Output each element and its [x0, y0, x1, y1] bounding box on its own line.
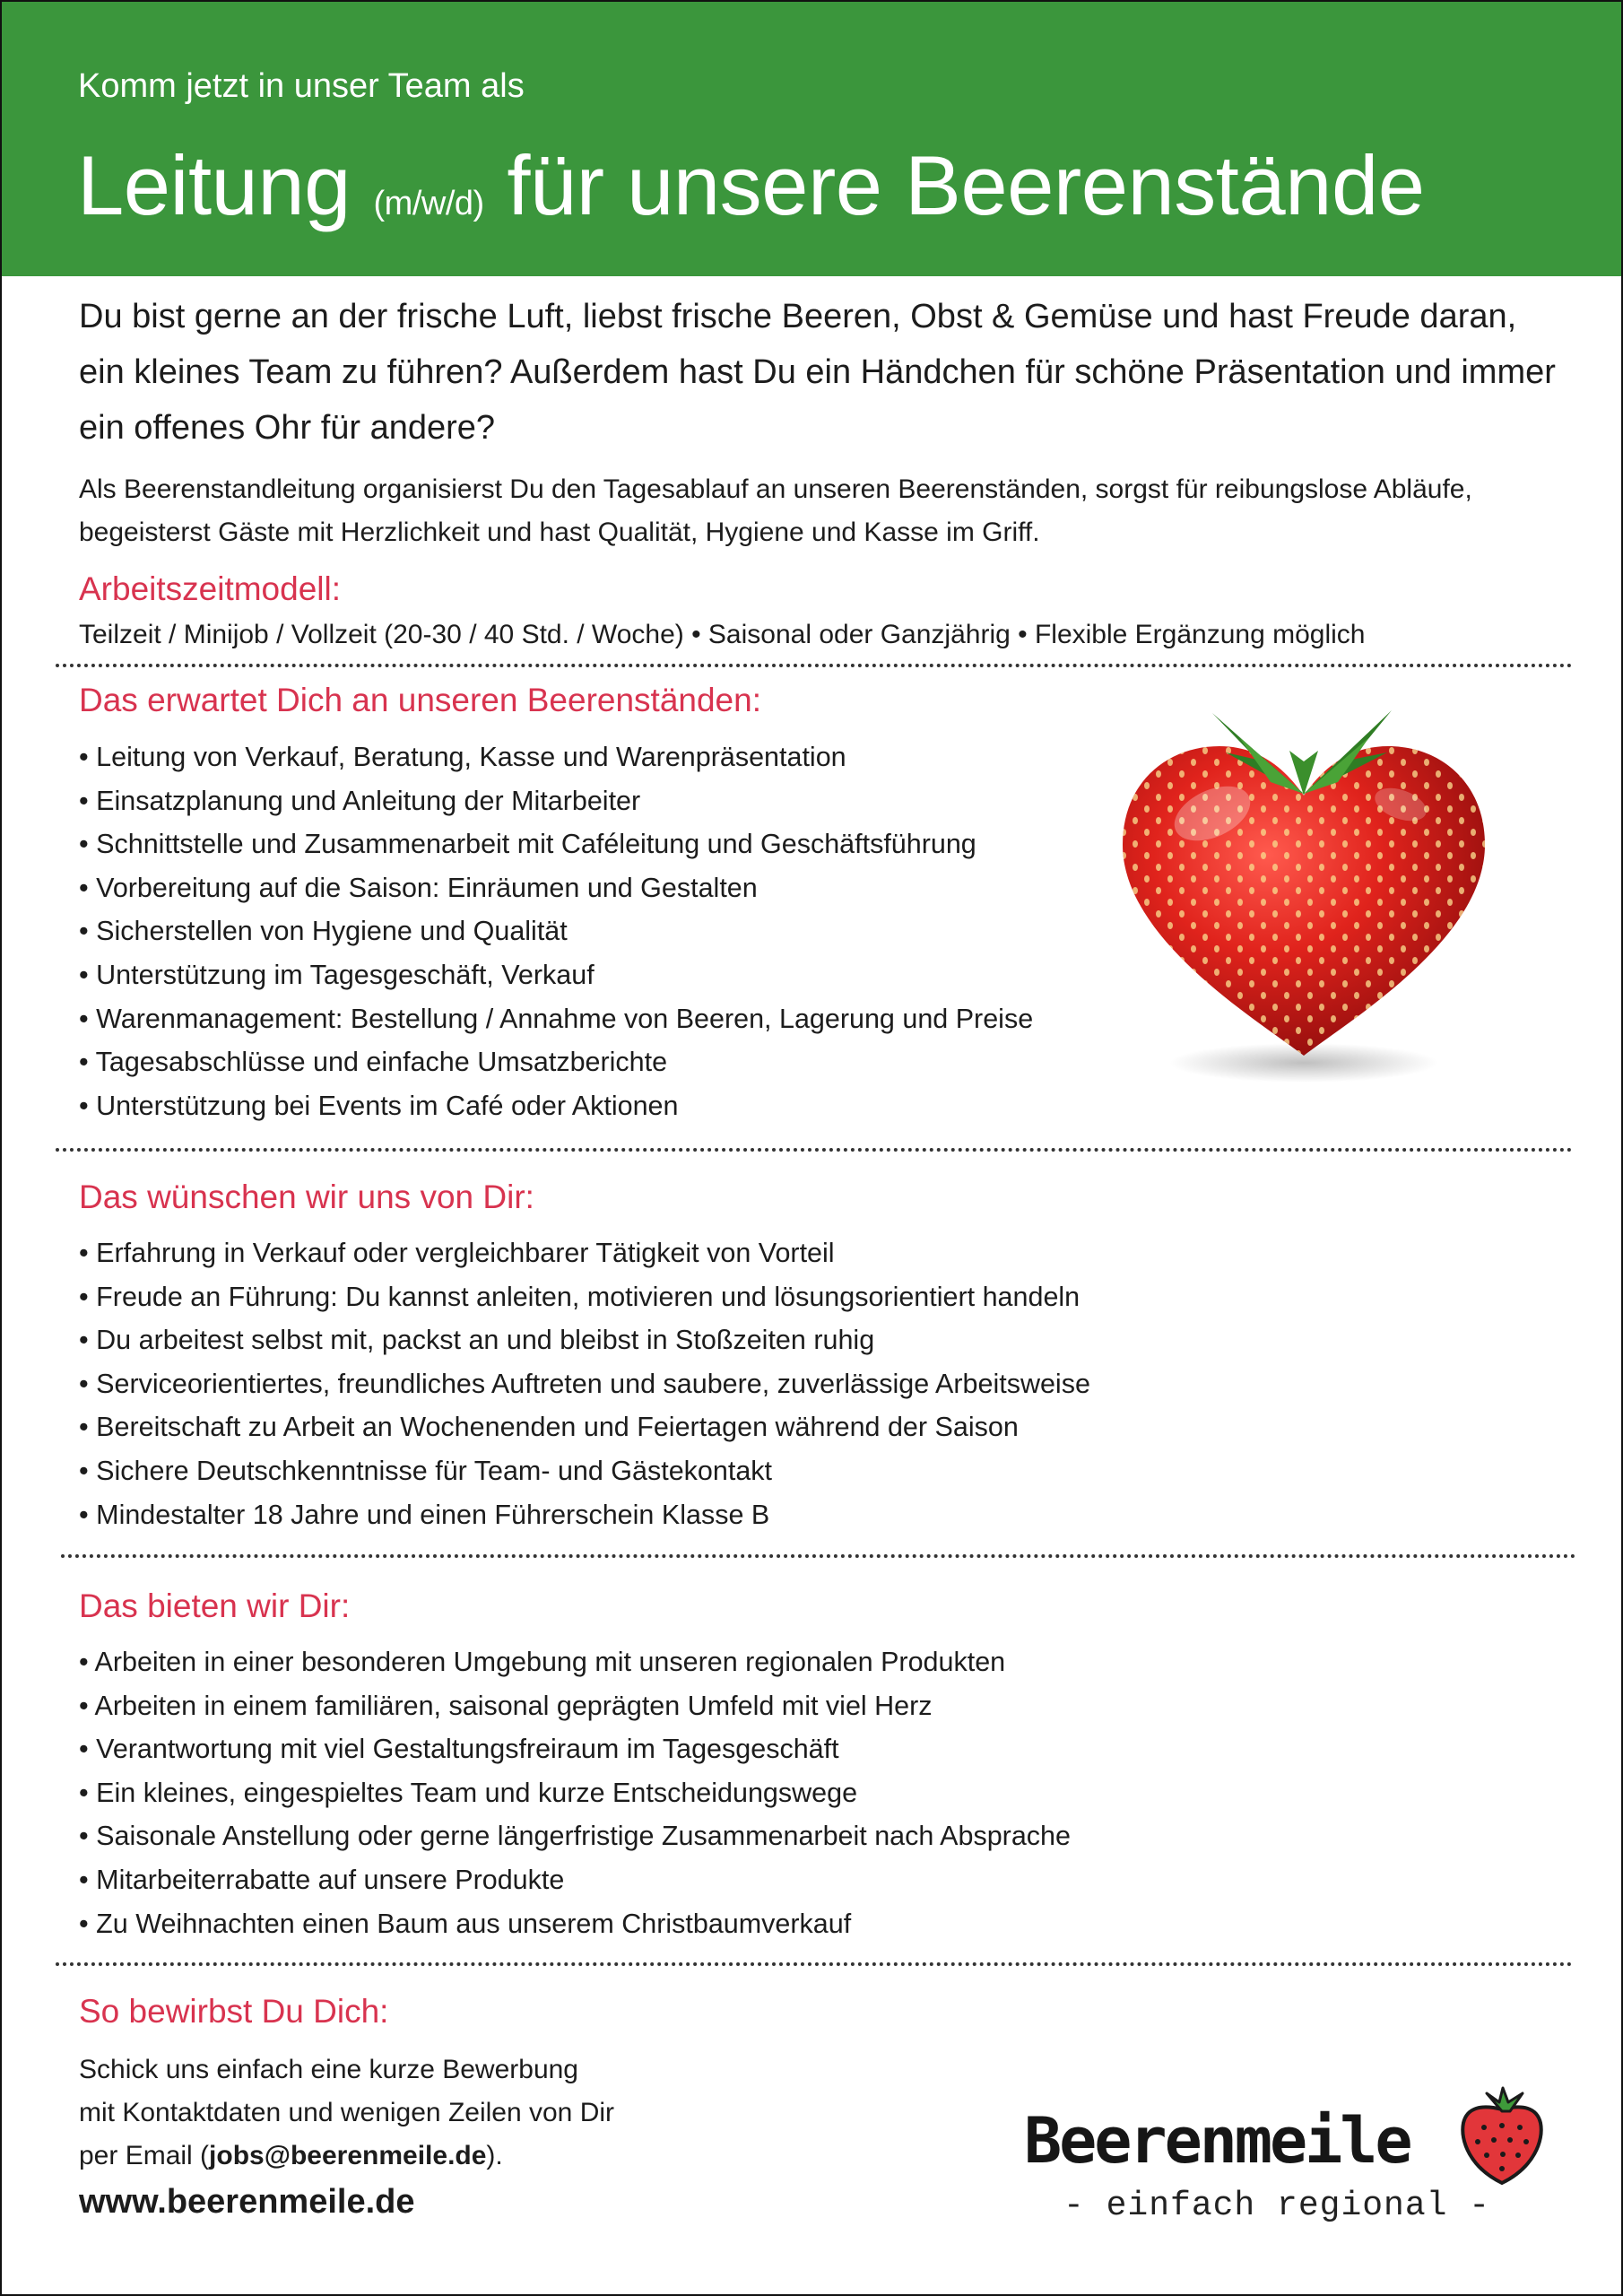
- list-item: • Bereitschaft zu Arbeit an Wochenenden und Feiertagen während der Saison: [79, 1405, 1090, 1449]
- list-item: • Zu Weihnachten einen Baum aus unserem Christbaumverkauf: [79, 1902, 1071, 1946]
- list-item: • Unterstützung im Tagesgeschäft, Verkauf: [79, 953, 1033, 997]
- list-item: • Freude an Führung: Du kannst anleiten, motivieren und lösungsorientiert handeln: [79, 1275, 1090, 1319]
- website-link[interactable]: www.beerenmeile.de: [79, 2183, 415, 2221]
- requirements-title: Das wünschen wir uns von Dir:: [79, 1178, 534, 1215]
- tasks-list: [79, 735, 1033, 1127]
- divider: [56, 664, 1573, 667]
- list-item: • Leitung von Verkauf, Beratung, Kasse und Warenpräsentation: [79, 735, 1033, 779]
- list-item: • Mitarbeiterrabatte auf unsere Produkte: [79, 1858, 1071, 1902]
- list-item: • Warenmanagement: Bestellung / Annahme von Beeren, Lagerung und Preise: [79, 997, 1033, 1041]
- list-item: • Sichere Deutschkenntnisse für Team- und Gästekontakt: [79, 1449, 1090, 1493]
- offer-title: Das bieten wir Dir:: [79, 1587, 351, 1624]
- job-title: [77, 136, 1425, 253]
- work-model-title: Arbeitszeitmodell:: [79, 570, 342, 607]
- list-item: • Erfahrung in Verkauf oder vergleichbarer Tätigkeit von Vorteil: [79, 1231, 1090, 1275]
- list-item: • Du arbeitest selbst mit, packst an und bleibst in Stoßzeiten ruhig: [79, 1318, 1090, 1362]
- apply-line: Schick uns einfach eine kurze Bewerbung: [79, 2055, 578, 2084]
- offer-list: [79, 1640, 1071, 1945]
- job-title-main: Leitung: [77, 138, 351, 232]
- divider: [56, 1962, 1573, 1966]
- description-text: Als Beerenstandleitung organisierst Du den Tagesablauf an unseren Beerenständen, sorgst für reibungslose Abläufe, begeisterst Gäste mit Herzlichkeit und hast Qualität, Hygiene und Kasse im Griff.: [79, 474, 1472, 547]
- list-item: • Arbeiten in einer besonderen Umgebung mit unseren regionalen Produkten: [79, 1640, 1071, 1684]
- list-item: • Tagesabschlüsse und einfache Umsatzberichte: [79, 1040, 1033, 1084]
- job-title-rest: für unsere Beerenstände: [507, 138, 1425, 232]
- list-item: • Serviceorientiertes, freundliches Auftreten und saubere, zuverlässige Arbeitsweise: [79, 1362, 1090, 1406]
- lead-text: Du bist gerne an der frische Luft, liebst frische Beeren, Obst & Gemüse und hast Freude daran, ein kleines Team zu führen? Außerdem hast Du ein Händchen für schöne Präsentation und immer ein offenes Ohr für andere?: [79, 298, 1556, 447]
- apply-line: mit Kontaktdaten und wenigen Zeilen von Dir: [79, 2098, 615, 2127]
- requirements-list: [79, 1231, 1090, 1536]
- list-item: • Saisonale Anstellung oder gerne längerfristige Zusammenarbeit nach Absprache: [79, 1814, 1071, 1858]
- list-item: • Mindestalter 18 Jahre und einen Führerschein Klasse B: [79, 1493, 1090, 1537]
- divider: [61, 1554, 1576, 1558]
- list-item: • Einsatzplanung und Anleitung der Mitarbeiter: [79, 779, 1033, 823]
- divider: [56, 1148, 1573, 1152]
- strawberry-logo-icon: [1453, 2083, 1551, 2190]
- apply-line: per Email (jobs@beerenmeile.de).: [79, 2141, 503, 2170]
- header-intro: Komm jetzt in unser Team als: [78, 67, 525, 105]
- list-item: • Vorbereitung auf die Saison: Einräumen und Gestalten: [79, 866, 1033, 910]
- work-model-text: Teilzeit / Minijob / Vollzeit (20-30 / 40 Std. / Woche) • Saisonal oder Ganzjährig • Flexible Ergänzung möglich: [79, 620, 1366, 649]
- email-link[interactable]: jobs@beerenmeile.de: [209, 2141, 487, 2170]
- list-item: • Arbeiten in einem familiären, saisonal geprägten Umfeld mit viel Herz: [79, 1684, 1071, 1728]
- apply-text: [79, 2048, 614, 2178]
- list-item: • Unterstützung bei Events im Café oder Aktionen: [79, 1084, 1033, 1128]
- strawberry-heart-icon: [1105, 697, 1499, 1091]
- brand-tagline: - einfach regional -: [1063, 2187, 1491, 2225]
- list-item: • Verantwortung mit viel Gestaltungsfreiraum im Tagesgeschäft: [79, 1727, 1071, 1771]
- job-title-gender: (m/w/d): [373, 185, 484, 222]
- apply-title: So bewirbst Du Dich:: [79, 1993, 389, 2030]
- header-banner: [2, 2, 1621, 276]
- tasks-title: Das erwartet Dich an unseren Beerenständen:: [79, 682, 761, 718]
- list-item: • Sicherstellen von Hygiene und Qualität: [79, 909, 1033, 953]
- list-item: • Schnittstelle und Zusammenarbeit mit Caféleitung und Geschäftsführung: [79, 822, 1033, 866]
- list-item: • Ein kleines, eingespieltes Team und kurze Entscheidungswege: [79, 1771, 1071, 1815]
- brand-logo-text: Beerenmeile: [1024, 2104, 1410, 2178]
